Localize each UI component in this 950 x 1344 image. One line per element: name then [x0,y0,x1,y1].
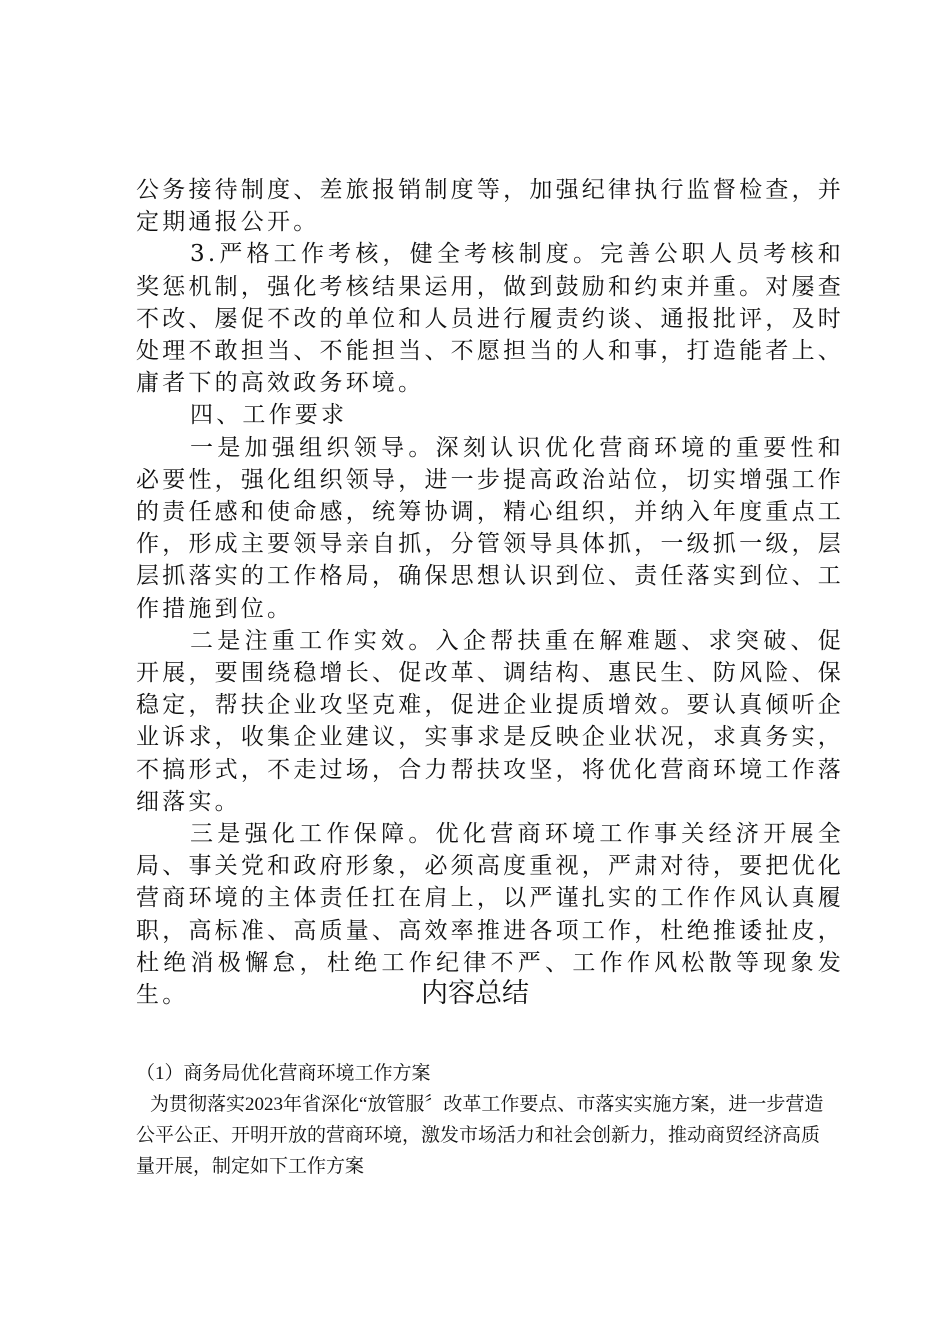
section-heading-work-requirements: 四、工作要求 [190,402,348,429]
summary-item-heading: （1）商务局优化营商环境工作方案 [136,1063,431,1084]
summary-item-text: 为贯彻落实2023年省深化“放管服〞改革工作要点、市落实实施方案，进一步营造公平公正、开明开放的营商环境，激发市场活力和社会创新力，推动商贸经济高质量开展，制定如下工作方案 [136,1094,824,1177]
summary-section [136,1058,826,1182]
paragraph-assessment: 3.严格工作考核，健全考核制度。完善公职人员考核和奖惩机制，强化考核结果运用，做到鼓励和约束并重。对屡查不改、屡促不改的单位和人员进行履责约谈、通报批评，及时处理不敢担当、不能担当、不愿担当的人和事，打造能者上、庸者下的高效政务环境。 [136,241,844,397]
summary-title: 内容总结 [421,978,529,1009]
paragraph-leadership: 一是加强组织领导。深刻认识优化营商环境的重要性和必要性，强化组织领导，进一步提高政治站位，切实增强工作的责任感和使命感，统筹协调，精心组织，并纳入年度重点工作，形成主要领导亲自抓，分管领导具体抓，一级抓一级，层层抓落实的工作格局，确保思想认识到位、责任落实到位、工作措施到位。 [136,434,844,622]
paragraph-effectiveness: 二是注重工作实效。入企帮扶重在解难题、求突破、促开展，要围绕稳增长、促改革、调结构、惠民生、防风险、保稳定，帮扶企业攻坚克难，促进企业提质增效。要认真倾听企业诉求，收集企业建议，实事求是反映企业状况，求真务实，不搞形式，不走过场，合力帮扶攻坚，将优化营商环境工作落细落实。 [136,627,844,815]
paragraph-regulations-continued: 公务接待制度、差旅报销制度等，加强纪律执行监督检查，并定期通报公开。 [136,177,844,236]
document-body [136,174,844,1011]
paragraph-guarantee: 三是强化工作保障。优化营商环境工作事关经济开展全局、事关党和政府形象，必须高度重视，严肃对待，要把优化营商环境的主体责任扛在肩上，以严谨扎实的工作作风认真履职，高标准、高质量、高效率推进各项工作，杜绝推诿扯皮，杜绝消极懈怠，杜绝工作纪律不严、工作作风松散等现象发生。 [136,821,844,1009]
